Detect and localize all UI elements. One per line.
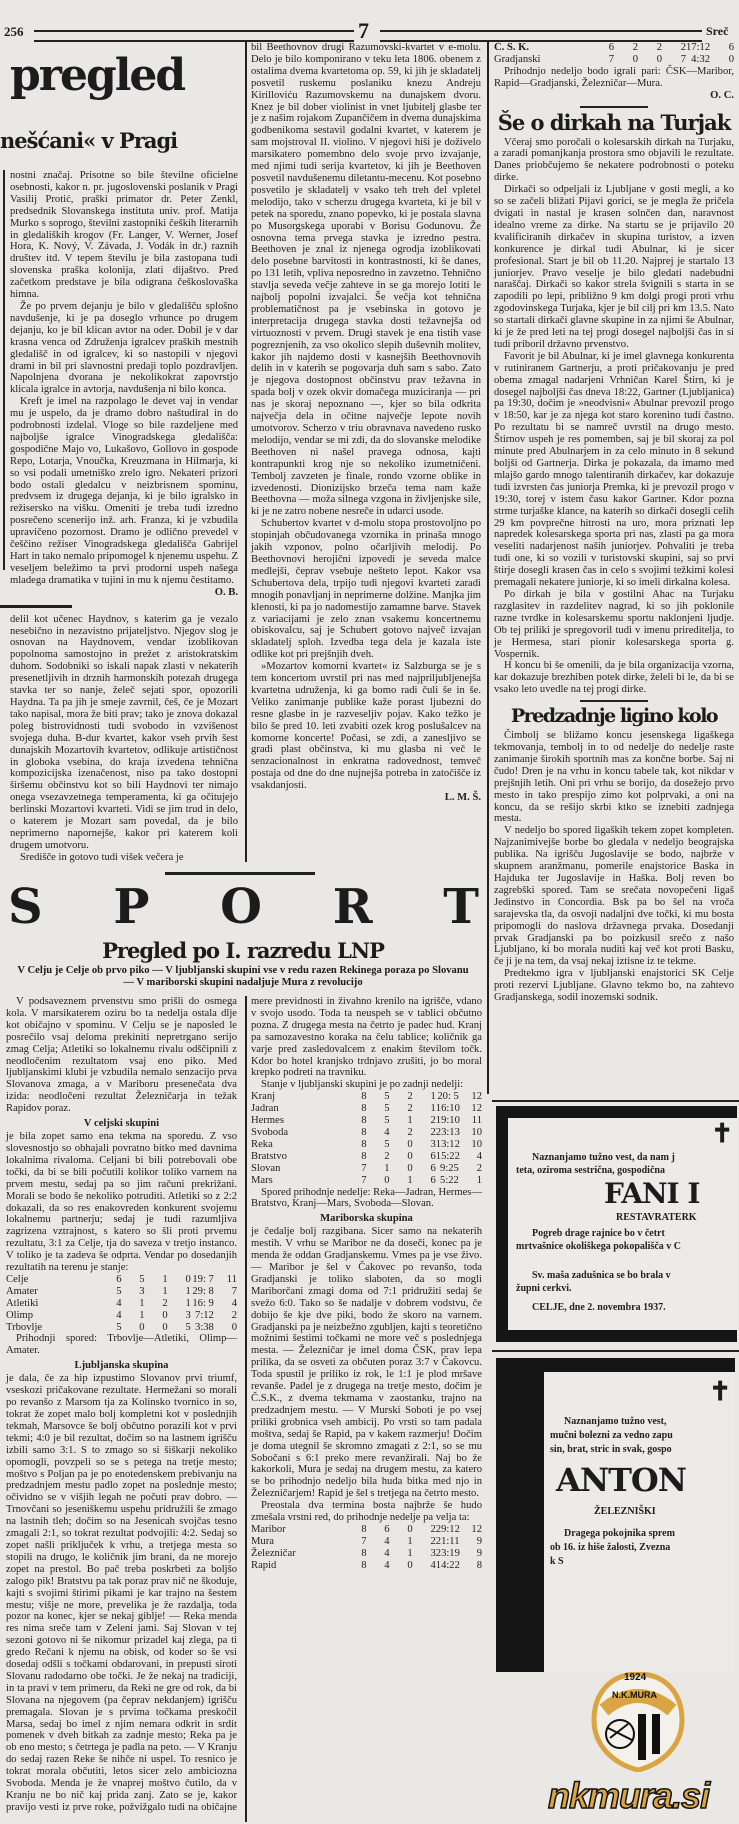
deceased-title: RESTAVRATERK bbox=[616, 1212, 697, 1223]
cell-p: 8 bbox=[361, 1115, 367, 1127]
column-rule bbox=[3, 170, 5, 570]
cell-l: 1 bbox=[185, 1285, 191, 1297]
table-row bbox=[251, 1103, 482, 1115]
cell-p: 8 bbox=[361, 1091, 367, 1103]
cell-team: Olimp bbox=[6, 1309, 34, 1321]
cell-pts: 1 bbox=[476, 1174, 482, 1186]
table-row bbox=[251, 1127, 482, 1139]
table-row bbox=[251, 1139, 482, 1151]
cell-l: 6 bbox=[430, 1150, 436, 1162]
section-rule bbox=[580, 106, 648, 108]
banner-letter: P bbox=[113, 879, 149, 935]
banner-letter: R bbox=[332, 879, 372, 935]
article-beethoven-body bbox=[251, 42, 481, 804]
cell-d: 1 bbox=[407, 1547, 413, 1559]
cell-goals: 7:12 bbox=[195, 1309, 214, 1321]
signature: O. C. bbox=[710, 89, 734, 101]
cell-goals: 19:10 bbox=[435, 1115, 460, 1127]
deceased-title: ŽELEZNIŠKI bbox=[594, 1506, 656, 1517]
cell-p: 8 bbox=[361, 1523, 367, 1535]
cell-p: 6 bbox=[116, 1273, 122, 1285]
signature: L. M. Š. bbox=[444, 792, 481, 804]
cell-d: 1 bbox=[162, 1285, 168, 1297]
cell-l: 1 bbox=[185, 1297, 191, 1309]
cell-p: 8 bbox=[361, 1547, 367, 1559]
notice-text: župni cerkvi. bbox=[516, 1283, 572, 1294]
banner-letter: T bbox=[443, 879, 478, 935]
cell-d: 2 bbox=[407, 1091, 413, 1103]
cell-goals: 16: 9 bbox=[192, 1297, 214, 1309]
notice-text: mučni bolezni za vedno zapu bbox=[550, 1430, 673, 1441]
cell-pts: 11 bbox=[471, 1115, 482, 1127]
cell-goals: 3:38 bbox=[195, 1321, 214, 1333]
paragraph: V nedeljo bo spored ligaških tekem zopet kompleten. Najzanimivejše borbe bo gledala v nedeljo beograjska publika. Na igrišču Jugoslavije se bodo, najbrže v skupnem aranžmanu, pomerile enajstorice Baska in Hajduka ter Jugoslavije in Haška. Bolj reven bo zagrebški spored. Tam se srečata novopečeni ligaš Jedinstvo in Concordia. Bsk pa bo šel na vroča sarajevska tla, da osvoji nadaljni dve točki, ki mu bosta pripomogli do naslova državnega prvaka. Dosedanji prvak Gradjanski pa bo poizkusil srečo z našo Ljubljano, ki bo morala nuditi kaj več kot proti Basku, če ji je na tem, da vsaj nekaj iztisne iz te tekme. bbox=[494, 825, 734, 968]
cell-d: 0 bbox=[407, 1559, 413, 1571]
cell-l: 1 bbox=[430, 1091, 436, 1103]
cell-l: 2 bbox=[430, 1126, 436, 1138]
sport-deck: V Celju je Celje ob prvo piko — V ljubljanski skupini vse v redu razen Rekinega poraza po Slovanu — V mariborski skupini nadaljuje Mura z revolucijo bbox=[17, 965, 469, 988]
table-row bbox=[251, 1536, 482, 1548]
deceased-name: ANTON bbox=[556, 1461, 687, 1499]
paragraph: H koncu bi še omenili, da je bila organizacija vzorna, kar dokazuje brezhiben potek dirke, želeli bi le, da bi se vsako leto uvedle na tej progi dirke. bbox=[494, 660, 734, 696]
notice-text: Naznanjamo tužno vest, da nam j bbox=[532, 1152, 675, 1163]
obituary-notice-anton bbox=[496, 1358, 735, 1672]
notice-dateline: CELJE, dne 2. novembra 1937. bbox=[532, 1302, 666, 1313]
cell-pts: 10 bbox=[471, 1138, 482, 1150]
cell-team: Celje bbox=[6, 1273, 29, 1285]
cell-d: 0 bbox=[407, 1523, 413, 1535]
cell-goals: 17:12 bbox=[686, 42, 711, 53]
table-row bbox=[251, 1524, 482, 1536]
table-row bbox=[251, 1175, 482, 1187]
cell-w: 5 bbox=[384, 1103, 390, 1115]
cell-d: 0 bbox=[162, 1309, 168, 1321]
cell-l: 1 bbox=[430, 1103, 436, 1115]
notice-text: Dragega pokojnika sprem bbox=[564, 1528, 675, 1539]
cell-pts: 6 bbox=[728, 42, 734, 53]
cross-icon: ✝ bbox=[711, 1119, 733, 1148]
table-row bbox=[251, 1151, 482, 1163]
cell-w: 1 bbox=[384, 1162, 390, 1174]
cell-goals: 4:32 bbox=[691, 53, 710, 65]
logo-year: 1924 bbox=[624, 1672, 647, 1683]
paragraph: Preostala dva termina bosta najbrže še hudo zmešala vrstni red, do prihodnje nedelje pa velja ta: bbox=[251, 1500, 482, 1524]
cell-l: 6 bbox=[430, 1162, 436, 1174]
cell-p: 6 bbox=[608, 42, 614, 53]
cell-p: 4 bbox=[116, 1309, 122, 1321]
cell-pts: 9 bbox=[476, 1535, 482, 1547]
paragraph: je čedalje bolj razgibana. Sicer samo na nekaterih mestih. V vrhu se Maribor ne da doseči, konec pa je menda že oddan Gradjanskemu. Vmes pa je vse živo. — Maribor je šel v Čakovec po revanšo, toda Gradjanski je toliko slaboten, da so mogli Mariborčani zmagi doma od 7:1 pridružiti sedaj še svežo 6:0. Tako so še nadalje v dobrem vodstvu, če dobijo še kje dve piki, bodo že skoro na varnem. Gradjanski pa je neizbežno zgubljen, kajti s teoretično možnimi šestimi točkami ne more več s poslednjega mesta. — Železničar je imel doma ČSK, prav lepa prilika, da se osveti za občuten poraz 3:7 v Čakovcu. Toda spustil je priliko iz rok, le 1:1 je plod mršave revanše. Padel je z drugega na tretje mesto, dočim je Č.S.K., z dvema tekmama v zaostanku, trajno na predzadnjem mestu. — V Murski Soboti je po vsej priliki grobnica vseh ambicij. Po vrsti so tam padala moštva, sedaj še Rapid, pa v kakem razmerju! Dočim je doma utegnil še skromno zmagati z 2:1, so se mu Sobočani s 6:1 preko mere revanžirali. Naj bo že kakorkoli, Mura je sedaj na drugem mestu, za katero se bo prihodnjo nedeljo bila huda bitka med njo in Železničarjem! Rapid je šel s tretjega na četrto mesto. bbox=[251, 1226, 482, 1500]
cell-l: 2 bbox=[680, 42, 686, 53]
cell-d: 1 bbox=[407, 1115, 413, 1127]
notice-text: sin, brat, stric in svak, gospo bbox=[550, 1444, 672, 1455]
cell-pts: 11 bbox=[226, 1273, 237, 1285]
cell-goals: 23:19 bbox=[435, 1547, 460, 1559]
signature: O. B. bbox=[214, 586, 238, 598]
table-row bbox=[6, 1322, 237, 1334]
cell-team: Jadran bbox=[251, 1103, 279, 1115]
cell-p: 4 bbox=[116, 1297, 122, 1309]
paragraph: V podsaveznem prvenstvu smo prišli do osmega kola. V marsikaterem oziru bo ta nedelja ostala dlje kot običajno v spominu. V Celju se je naposled le posrečilo vsaj deloma prekiniti nepretrgano serijo zmag Celja; Atletiki so lokalnemu rivalu odščipnili z neodločenim rezultatom vsaj eno piko. Med ljubljanskimi klubi je vzbudila nemalo senzacijo prva Slovanova zmaga, a v Mariboru presenečata dva izida: neodločeni rezultat Železničarja in težak Rapidov poraz. bbox=[6, 996, 237, 1115]
cell-goals: 23:13 bbox=[435, 1126, 460, 1138]
section-heading: V celjski skupini bbox=[83, 1118, 160, 1130]
sport-headline: Pregled po I. razredu LNP bbox=[102, 938, 384, 963]
cell-team: Mura bbox=[251, 1535, 274, 1547]
cell-w: 5 bbox=[384, 1115, 390, 1127]
paragraph: Favorit je bil Abulnar, ki je imel glavnega konkurenta v rutiniranem Gartnerju, a proti pričakovanju je pred obema zmagal nadarjeni Vrhničan Karel Štirn, ki je dosegel najboljši čas dneva 18:22, Gartner (Ljubljanica) pa 19:30, dočim je »neodvisni« Abulnar prevozil progo v 18:50, kar je za njega kot staro korenino tudi častno. Po rezultatu bi se namreč uvrstil na drugo mesto. Štirnov uspeh je res pomemben, saj je bil skoraj za pol minute pred Abulnarjem in za celo minuto in 8 sekund boljši od Gartnerja. Dirka je pokazala, da imamo med mlajšo gardo mnogo talentiranih dirkačev, kar dokazuje tudi izvrsten čas juniorja Premka, ki je prevozil progo v 19:30, torej v istem času kakor Gartner. Kdor pozna strme turjaške klance, na katerih so dirkači dosegli celih 29 km povprečne hitrosti na uro, mora priznati lep napredek kolesarskega sporta pri nas, zlasti pa ga mora veseliti nadarjenost naših juniorjev. Pohvaliti je treba tudi one, ki so vozili v turistovski skupini, saj so prvi štirje dosegli krasen čas in celo s svojimi težkimi kolesi premagali nekatere juniorje, ki so imeli dirkalna kolesa. bbox=[494, 350, 734, 589]
standings-table-maribor bbox=[251, 1524, 482, 1572]
article-headline: Še o dirkah na Turjak bbox=[497, 109, 731, 135]
cell-p: 8 bbox=[361, 1559, 367, 1571]
section-rule bbox=[492, 1350, 739, 1352]
masthead-date-cut: Sreč bbox=[706, 24, 729, 38]
paragraph: je bila zopet samo ena tekma na sporedu. Z vso slovesnostjo so obhajali povratno bitko med davnima lokalnima rivaloma. Celjani bi bili potrebovali obe točki, da bi se bili počutili kolikor toliko varnem na prvem mestu, sedaj pa so jim računi prekrižani. Morali se bodo še nekoliko potruditi. Atletiki so z 2:2 dokazali, da so res enakovreden konkurent svojemu lokalnemu partnerju; sedaj je tudi razumljiva zagrizena vztrajnost, s katero so šli proti prvemu rezultatu, 3:1 za Celje, tja do saveza v tretjo instanco. V toliko je ta zadeva še odprta. Vendar po dosedanjih rezultatih na terenu je stanje: bbox=[6, 1131, 237, 1274]
cell-team: Trbovlje bbox=[6, 1321, 43, 1333]
cell-goals: 21:11 bbox=[435, 1535, 460, 1547]
paragraph: Schubertov kvartet v d-molu stopa prostovoljno po stopinjah občudovanega vzornika in prinaša mnogo jakih vzponov, polno očarljivih melodij. Po Beethovnovi herojični izpovedi je seveda malce medlejši, čeprav vsebuje nešteto lepot. Kakor vsa Schubertova dela, trpijo tudi njegovi kvarteti zaradi mnogih ponavljanj in neprimerne dolžine. Manjka jim klenosti, ki pa jo nadomestijo zamamne barve. Stavek z variacijami je zelo znan vsakemu koncertnemu obiskovalcu, saj je Schubert gotovo največ izvajan skladatelj sploh. Izvedba tega dela je kazala iste odlike kot pri prejšnjih dveh. bbox=[251, 518, 481, 661]
paragraph: je dala, če za hip izpustimo Slovanov prvi triumf, vseskozi pričakovane rezultate. Hermežani so morali po revanšo z Marsom tja za Kolinsko tvornico in so, tokrat že zopet malo bolj kompletni kot v poslednjih tekmah, Marsovce še bolj občutno porazili kot v prvi tekmi; 4:0 je bil rezultat, dočim so na lastnem igrišču izbili samo 3:1. S to zmago so si šiškarji nekoliko opomogli, povzpeli so se s petega na tretje mesto; moštvo s Poljan pa je po enotedenskem prebivanju na predzadnjem mestu padlo zopet na poslednje mesto; očividno se v višjih legah ne počuti prav dobro. — Trnovčani so jeseniškemu uspehu pridružili še zmago na lastnih tleh; dočim so na Jesenicah svojčas tesno zmagali 2:1, so tokrat rezultat podvojili: 4:2. Sedaj so zopet našli priključek k vrhu, a tretjega mesta so stopili na drugo, le količnik jim brani, da ne morejo zopet na prestol. Bo pač treba poskrbeti za boljšo zalogo pik! Bratstvu pa tak poraz prav nič ne škoduje, kajti s svojimi štirimi pikami je kar trajno na šestem mestu; višje ne more, prevelika je že razdalja, toda pozor na konec, kjer se nekaj giblje! — Reka menda res nima sreče tam v Zeleni jami. Saj Slovan v tej sezoni gotovo ni še nikomur prizadel kaj zlega, pa ti gredo Rečani k njemu na obisk, od koder so še vsi dosedaj odšli s točkami obdarovani, in prepusti siroti Slovanu radodarno obe točki. Je že nekaj na tradiciji, in ta pravi v tem primeru, da Reki ne gre od rok, da bi Slovana na njegovem (pa čeprav nekdanjem) igrišču premagala. Slovan je s prvima točkama preskočil Marsa, sedaj bo imel z njim nemara odkrit in srdit pomenek v dveh bitkah za zadnje mesto; Reka pa je ob eno mesto; s četrtega je padla na peto. — V Kranju do sedaj razen Reke še nihče ni uspel. To resnico je tokrat morala občutiti, letos sicer zelo ambiciozna Svoboda. Menda je že vnaprej moštvo čutilo, da v Kranju ne bo nič kaj prida zanj. Zato se je, kakor pravijo vesti iz prve roke, požvižgalo tudi na običajne mere previdnosti in živahno krenilo na igrišče, vdano v svojo usodo. Toda ta neuspeh se v tablici občutno pozna. Z drugega mesta na četrto je padec hud. Kranj pa samozavestno koraka na čelu tablice; količnik ga varje pred zasledovalcem z enakim številom točk. Kdor bo hotel kranjsko trdnjavo zrušiti, jo bo moral krepko podreti na travniku. bbox=[6, 996, 482, 1813]
next-round: Prihodnji spored: Trbovlje—Atletiki, Olimp—Amater. bbox=[6, 1333, 237, 1357]
paragraph: Včeraj smo poročali o kolesarskih dirkah na Turjaku, a zaradi pomanjkanja prostora smo objavili le rezultate. Danes priobčujemo še nekatere podrobnosti o poteku dirke. bbox=[494, 136, 734, 184]
section-rule bbox=[165, 872, 315, 875]
notice-text: mrtvašnice okoliškega pokopališča v C bbox=[516, 1241, 682, 1252]
cell-team: Atletiki bbox=[6, 1297, 39, 1309]
cell-pts: 2 bbox=[231, 1309, 237, 1321]
cell-goals: 9:25 bbox=[440, 1162, 459, 1174]
cell-team: Amater bbox=[6, 1285, 38, 1297]
cell-goals: 16:10 bbox=[435, 1103, 460, 1115]
cell-d: 2 bbox=[407, 1126, 413, 1138]
column-rule bbox=[245, 42, 247, 862]
cell-team: Maribor bbox=[251, 1523, 286, 1535]
cell-pts: 0 bbox=[728, 53, 734, 65]
paragraph: Dirkači so odpeljali iz Ljubljane v gosti megli, a ko so se začeli bližati Pijavi gorici, se je megla že pričela dvigati in nastal je krasen solnčen dan, naravnost idealno vreme za dirke. Na startu se je prijavilo 20 kvalificiranih dirkačev in skupina turistov, a izven konkurence je dirkal tudi Abulnar, ki je sicer profesional. Start je bil ob 11.20. Najprej je startalo 13 juniorjev. Pravo veselje je bilo gledati nadebudni naraščaj. Dirkači so kakor strela švignili s starta in se zapodili po lepi, približno 9 km dolgi progi proti vrhu zgodovinskega Turjaka, kjer je bil cilj pri km 13.5. Nato so startali dirkači glavne skupine in za njimi še Abulnar, ki je že pred leti na tej progi dosegel najboljši čas in si tudi priboril državno prvenstvo. bbox=[494, 184, 734, 350]
cell-team: Reka bbox=[251, 1138, 273, 1150]
notice-text: ob 16. iz hiše žalosti, Zvezna bbox=[550, 1542, 671, 1553]
cell-d: 2 bbox=[162, 1297, 168, 1309]
cell-w: 4 bbox=[384, 1535, 390, 1547]
paragraph: Čimbolj se bližamo koncu jesenskega ligaškega tekmovanja, tembolj in to od nedelje do nedelje raste zanimanje širokih sportnih mas za končne borbe. Saj ni čudo! Dren je na vrhu in koncu tabele tak, kot nikdar v prejšnjih letih. Oni pri vrhu se borijo, da dosežejo prvo mesto in tako prespijo zimo kot polprvaki, a oni na koncu, da se rešijo skrbi ktko se iznebiti zadnjega mesta. bbox=[494, 730, 734, 825]
section-rule bbox=[492, 1100, 739, 1102]
cell-l: 4 bbox=[430, 1559, 436, 1571]
cell-goals: 15:22 bbox=[435, 1150, 460, 1162]
cell-l: 2 bbox=[430, 1115, 436, 1127]
cell-goals: 29:12 bbox=[435, 1523, 460, 1535]
cell-l: 2 bbox=[430, 1523, 436, 1535]
cell-goals: 19: 7 bbox=[192, 1273, 214, 1285]
cell-w: 4 bbox=[384, 1559, 390, 1571]
paragraph: Predtekmo igra v ljubljanski enajstorici SK Celje proti rezervi Ljubljane. Glavno tekmo bo, na zahtevo Gradjanskega, sodil inozemski sodnik. bbox=[494, 968, 734, 1004]
cell-w: 2 bbox=[632, 42, 638, 53]
cell-l: 2 bbox=[430, 1535, 436, 1547]
cell-d: 0 bbox=[656, 53, 662, 65]
cell-w: 1 bbox=[139, 1297, 145, 1309]
cell-w: 5 bbox=[384, 1091, 390, 1103]
article-turjak bbox=[494, 42, 734, 1004]
table-row bbox=[251, 1560, 482, 1572]
cell-p: 8 bbox=[361, 1138, 367, 1150]
cell-p: 8 bbox=[361, 1126, 367, 1138]
cell-p: 5 bbox=[116, 1321, 122, 1333]
article-headline: Predzadnje ligino kolo bbox=[510, 705, 718, 728]
table-row bbox=[6, 1310, 237, 1322]
table-row bbox=[494, 54, 734, 66]
website-watermark: nkmura.si bbox=[548, 1775, 710, 1816]
cell-pts: 12 bbox=[471, 1523, 482, 1535]
article-headline: pregled bbox=[10, 50, 185, 101]
section-heading: Mariborska skupina bbox=[320, 1213, 413, 1225]
paragraph: Kreft je imel na razpolago le devet vaj in vendar mu je uspelo, da je dramo dobro naštudiral in do podrobnosti izdelal. Vloge so bile razdeljene med najboljše igralce Vinogradskega gledališča: gospodične Majo vo, Lukašovo, Gollovo in gospode Repo, Lotarja, Vnoučka, Kreuzmana in Hilmarja, ki so vsi podali umetniško zrelo igro. Nekateri prizori bodo ostali gledalcu v neizbrisnem spominu, predvsem iz drugega dejanja, ki je bilo igralsko in režisersko na višku. Omeniti je treba tudi izredno posrečeno scenerijo inž. arh. Franza, ki je vzbudila upravičeno pozornost. Dramo je odlično prevedel v češčino režiser Vinogradskega gledališča Gabrijel Hart in tako nemalo pripomogel k njenemu uspehu. Z veseljem beležimo ta prvi prodorni uspeh našega mladega dramatika v tujini in mu k njemu čestitamo. bbox=[10, 396, 238, 586]
obituary-notice-fani-bottom bbox=[496, 1266, 737, 1342]
table-row bbox=[251, 1548, 482, 1560]
section-rule bbox=[0, 605, 72, 608]
cell-pts: 2 bbox=[476, 1162, 482, 1174]
cell-l: 3 bbox=[185, 1309, 191, 1321]
cell-team: Hermes bbox=[251, 1115, 284, 1127]
cell-d: 0 bbox=[162, 1321, 168, 1333]
next-round: Spored prihodnje nedelje: Reka—Jadran, Hermes—Bratstvo, Kranj—Mars, Svoboda—Slovan. bbox=[251, 1186, 482, 1210]
paragraph: Po dirkah je bila v gostilni Ahac na Turjaku razglasitev in razdelitev nagrad, ki so jih poklonile razne tvrdke in kolesarskemu sportu naklonjeni ljudje. Ob tej priliki je spregovoril tudi v imenu prireditelja, to je Hermesa, stari pionir kolesarskega sporta g. Vospernik. bbox=[494, 588, 734, 660]
cell-goals: 5:22 bbox=[440, 1174, 459, 1186]
cell-p: 8 bbox=[361, 1150, 367, 1162]
cell-d: 0 bbox=[407, 1150, 413, 1162]
cell-w: 5 bbox=[384, 1138, 390, 1150]
cell-l: 3 bbox=[430, 1547, 436, 1559]
sport-columns bbox=[6, 996, 482, 1822]
cell-goals: 14:22 bbox=[435, 1559, 460, 1571]
cell-pts: 4 bbox=[231, 1297, 237, 1309]
cell-p: 7 bbox=[361, 1174, 367, 1186]
cell-goals: 13:12 bbox=[435, 1138, 460, 1150]
cell-team: Železničar bbox=[251, 1547, 296, 1559]
cell-pts: 10 bbox=[471, 1126, 482, 1138]
table-row bbox=[251, 1091, 482, 1103]
paragraph: bil Beethovnov drugi Razumovski-kvartet v e-molu. Delo je bilo komponirano v teku leta 1806. obenem z ostalima dvema kvartetoma op. 59, ki jih je skladatelj posvetil ruskemu poslaniku knezu Andreju Kirilloviću Razumovskemu na dunajskem dvoru. Knez je bil dober violinist in vnet ljubitelj glasbe ter je z našim rojakom Zupančičem in dvema dunajskima godbenikoma sestavil godalni kvartet, v katerem je sam mojstroval II. violino. V njegovi hiši je doživelo marsikatero pomembno delo svoje prvo izvajanje, med njimi tudi serija kvartetov, ki jih je Beethoven posvetil navdušenemu diletantu-mecenu. Kot posebno posvetilo je skladatelj v vsako teh treh del vpletel melodijo, tako v scherzu drugega kvarteta, ki je bil v petek na sporedu, znano popevko, ki je postala slavna po Musorgskega uporabi v Borisu Godunovu. Že osnovna tema prvega stavka je izredno pestra. Beethoven je znal iz njenega ogrodja izoblikovati delo posebne barvitosti in kontrastnosti, ki še danes, po 131 letih, vpliva neposredno in zavzetno. Tehnično stavlja seveda večje zahteve in se ga morejo lotiti le najbolj popolni izvajalci. Še večja kot tehnična problematičnost pa je vsebinska in gotovo je interpretacija drugega stavka dosti težavnejša od virtuoznosti v prvem. Drugi stavek je ena tistih vase pogreznjenih, za vso okolico slepih duševnih molitev, kakor jih najdemo dosti v kasnejših Beethovnovih delih in v katerih se pogovarja duh sam s sabo. Zato je njegova dostopnost občinstvu prav težavna in spada bolj v ozek okvir domačega muziciranja — pri nas je skoraj nepoznano —, kjer so bila odkrita največja dela in očitne največje lepote novih umotvorov. Scherzo v triu obravnava navedeno rusko melodijo, vendar se mi zdi, da do slovanske melodike Beethoven ni našel pravega odnosa, kajti kontrapunkti krog nje so nekoliko izumetničeni. Tembolj zavzeten je finale, rondo vzorne oblike in izvedenosti. Dionizijsko brzeča tema nam kaže Beethovna — moža silnega vzgona in življenjske sile, ki je ne zatro nobene nesreče in udarci usode. bbox=[251, 42, 481, 518]
cell-d: 1 bbox=[162, 1273, 168, 1285]
cell-team: Slovan bbox=[251, 1162, 281, 1174]
cell-d: 2 bbox=[407, 1103, 413, 1115]
cell-pts: 7 bbox=[231, 1285, 237, 1297]
cell-d: 0 bbox=[407, 1138, 413, 1150]
notice-text: teta, oziroma sestrična, gospodična bbox=[516, 1165, 665, 1176]
cell-pts: 12 bbox=[471, 1103, 482, 1115]
cell-p: 7 bbox=[361, 1162, 367, 1174]
standings-table-ljubljana bbox=[251, 1091, 482, 1186]
cell-pts: 9 bbox=[476, 1547, 482, 1559]
deceased-name: FANI I bbox=[604, 1177, 700, 1210]
cell-d: 2 bbox=[656, 42, 662, 53]
next-round: Prihodnjo nedeljo bodo igrali pari: ČSK—Maribor, Rapid—Gradjanski, Železničar—Mura. bbox=[494, 65, 734, 89]
paragraph: delil kot učenec Haydnov, s katerim ga je vezalo nesebično in nezavistno prijateljstvo. Njegov slog je osnovan na Haydnovem, vendar izoblikovan popolnoma samostojno in prežet z aristokratskim duhom. Sodobniki so iskali napak zlasti v nekaterih presenetljivih in drznih harmonskih potezah drugega stavka ter so nanje, želeč sejati spor, opozorili Haydna. Ta pa jih je smeje zavrnil, češ, če je Mozart tako napisal, mora že biti prav; tako je znova dokazal poleg bistrovidnosti tudi svobodo in vzvišenost svojega duha. B-dur kvartet, kakor vseh prvih šest dunajskih Mozartovih kvartetov, odlikuje artističnost in globoka vsebina, do kraja izvedena tehnična kompozicijska izenačenost, niso pa tako dostopni širšemu občinstvu kot so bili Haydnovi ter nimajo onega vsezavzetnega temperamenta, ki ga očitujejo berlinski Mozartovi kvarteti. Vidi se jim trud in delo, o katerem je Mozart sam povedal, da je bilo neprimerno napornejše, kakor pri katerem koli drugem umotvoru. bbox=[10, 613, 238, 851]
cell-team: Svoboda bbox=[251, 1126, 289, 1138]
banner-letter: S bbox=[8, 879, 42, 935]
section-heading: Ljubljanska skupina bbox=[74, 1360, 169, 1372]
obituary-notice-fani bbox=[496, 1106, 737, 1266]
notice-text: k S bbox=[550, 1556, 564, 1567]
table-row bbox=[6, 1298, 237, 1310]
page-number-left: 256 bbox=[4, 24, 24, 39]
sport-banner bbox=[8, 880, 478, 934]
cell-w: 2 bbox=[384, 1150, 390, 1162]
nk-mura-crest-icon bbox=[590, 1672, 686, 1772]
cell-w: 1 bbox=[139, 1309, 145, 1321]
cell-w: 5 bbox=[139, 1273, 145, 1285]
section-rule bbox=[580, 700, 648, 702]
cell-team: Rapid bbox=[251, 1559, 277, 1571]
cross-icon: ✝ bbox=[709, 1377, 731, 1406]
cell-l: 6 bbox=[430, 1174, 436, 1186]
standings-table-csk bbox=[494, 42, 734, 66]
cell-pts: 0 bbox=[231, 1321, 237, 1333]
cell-team: Gradjanski bbox=[494, 53, 541, 65]
page-number-center: 7 bbox=[358, 18, 369, 43]
cell-w: 0 bbox=[139, 1321, 145, 1333]
table-row bbox=[494, 42, 734, 54]
logo-club-name: N.K.MURA bbox=[612, 1690, 657, 1700]
notice-text: Sv. maša zadušnica se bo brala v bbox=[532, 1270, 671, 1281]
cell-goals: 29: 8 bbox=[192, 1285, 214, 1297]
notice-text: Naznanjamo tužno vest, bbox=[564, 1416, 667, 1427]
cell-pts: 4 bbox=[476, 1150, 482, 1162]
paragraph: Središče in gotovo tudi višek večera je bbox=[20, 851, 184, 863]
table-row bbox=[6, 1274, 237, 1286]
column-rule bbox=[487, 42, 489, 1094]
cell-p: 8 bbox=[361, 1103, 367, 1115]
cell-team: Bratstvo bbox=[251, 1150, 287, 1162]
cell-team: Kranj bbox=[251, 1091, 276, 1103]
cell-l: 7 bbox=[680, 53, 686, 65]
cell-w: 0 bbox=[632, 53, 638, 65]
cell-goals: 20: 5 bbox=[437, 1091, 459, 1103]
cell-p: 7 bbox=[361, 1535, 367, 1547]
cell-w: 3 bbox=[139, 1285, 145, 1297]
cell-w: 0 bbox=[384, 1174, 390, 1186]
cell-p: 5 bbox=[116, 1285, 122, 1297]
cell-team: Č. S. K. bbox=[494, 42, 530, 53]
paragraph: Že po prvem dejanju je bilo v gledališču splošno navdušenje, ki je pa doseglo vrhunce po drugem dejanju, ko je bil klican avtor na oder. Dobil je v dar krasna venca od Združenja igralcev praških mestnih gledališč in od igralcev, ki so nastopili v njegovi drami in bil pri slavnostni predaji toplo pozdravljen. Napolnjena dvorana je nekolikokrat zapovrstjo klicala igralce in avtorja, navdušenja ni bilo konca. bbox=[10, 300, 238, 396]
cell-pts: 8 bbox=[476, 1559, 482, 1571]
paragraph: »Mozartov komorni kvartet« iz Salzburga se je s tem koncertom uvrstil pri nas med najpriljubljenejša kvartetna udruženja, ki ga bomo radi čuli še in še. Veliko zanimanje publike kaže porast ljubezni do resne glasbe in je razveseljiv pojav. Kako težko je bilo še pred 10. leti zvabiti ozek krog poslušalcev na komorne koncerte! Počasi, se zdi, a zanesljivo se gradi plast občinstva, ki mu glasba ni več le senzacionalnost in enkratna radovednost, temveč postaja od dne do dne nujnejša potreba in zatočišče iz vsakdanjosti. bbox=[251, 661, 481, 792]
article-subheadline: nešćani« v Pragi bbox=[0, 128, 178, 153]
cell-w: 4 bbox=[384, 1547, 390, 1559]
paragraph: nostni značaj. Prisotne so bile številne oficielne osebnosti, kakor n. pr. jugoslovenski poslanik v Pragi Vasilij Protić, praški primator dr. Peter Zenkl, predsednik Slovanskega instituta univ. prof. Matija Murko s soprogo, številni zastopniki čeških literarnih in gledaliških krogov (Fr. Langer, V. Werner, Josef Hora, K. Nový, V. Závada, J. Vodák in dr.) raznih društev itd. V tepem številu je bila zastopana tudi slovenska praška kolonija, zlati dijaštvo. Pred začetkom predstave je bila odigrana češkoslovaška himna. bbox=[10, 170, 238, 301]
notice-text: Pogreb drage rajnice bo v četrt bbox=[532, 1228, 665, 1239]
standings-table-celje bbox=[6, 1274, 237, 1334]
table-row bbox=[251, 1115, 482, 1127]
banner-letter: O bbox=[220, 879, 261, 935]
cell-p: 7 bbox=[608, 53, 614, 65]
cell-d: 1 bbox=[407, 1535, 413, 1547]
cell-l: 3 bbox=[430, 1138, 436, 1150]
masthead-rule-left bbox=[34, 30, 354, 42]
cell-l: 0 bbox=[185, 1273, 191, 1285]
article-prague-body bbox=[10, 170, 238, 864]
cell-w: 6 bbox=[384, 1523, 390, 1535]
table-row bbox=[6, 1286, 237, 1298]
table-row bbox=[251, 1163, 482, 1175]
cell-l: 5 bbox=[185, 1321, 191, 1333]
cell-pts: 12 bbox=[471, 1091, 482, 1103]
masthead-rule-right bbox=[380, 30, 702, 42]
paragraph: Stanje v ljubljanski skupini je po zadnji nedelji: bbox=[261, 1079, 464, 1091]
cell-d: 0 bbox=[407, 1162, 413, 1174]
cell-team: Mars bbox=[251, 1174, 273, 1186]
cell-w: 4 bbox=[384, 1126, 390, 1138]
cell-d: 1 bbox=[407, 1174, 413, 1186]
club-logo-watermark bbox=[590, 1672, 686, 1772]
